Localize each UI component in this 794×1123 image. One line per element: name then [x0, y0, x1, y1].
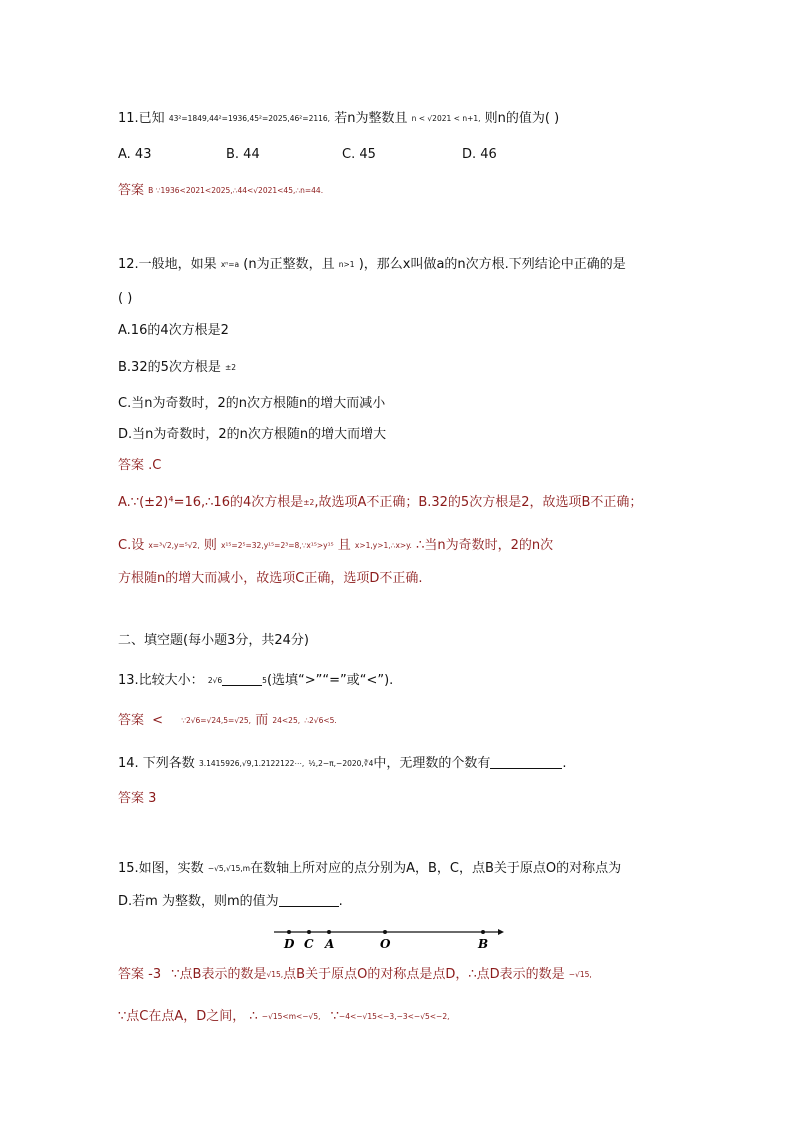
q12-exp-c-formula: x=³√2,y=⁵√2, — [148, 541, 200, 550]
q12-exp-a2: ,故选项A不正确；B.32的5次方根是2，故选项B不正确； — [314, 495, 643, 510]
q14-suffix: 中，无理数的个数有 — [373, 756, 491, 771]
q12-exp-c-formula2: x¹⁵=2⁵=32,y¹⁵=2³=8,∵x¹⁵>y¹⁵ — [220, 541, 334, 550]
q15-line2: D.若m 为整数，则m的值为 — [118, 894, 279, 909]
number-line-arrow — [498, 929, 504, 935]
q12-exp-c4: ∴当n为奇数时，2的n次 — [416, 538, 554, 553]
q12-exp-a1: A.∵(±2)⁴=16,∴16的4次方根是 — [118, 495, 304, 510]
q15-formula: −√5,√15,m — [207, 864, 251, 873]
label-c: C — [304, 937, 314, 951]
q15-answer2: ∵点C在点A，D之间， ∴ — [118, 1009, 258, 1024]
q12-option-b-value: ±2 — [225, 363, 237, 372]
q14-list: 3.1415926,√9,1.2122122⋯, — [198, 759, 305, 768]
q11-formula: 43²=1849,44²=1936,45²=2025,46²=2116, — [168, 114, 331, 123]
q15-answer1c: −√15, — [568, 970, 592, 979]
q15-line2-end: . — [338, 894, 343, 909]
q15-answer2-formula: −√15<m<−√5, — [261, 1012, 321, 1021]
q14-answer-blank[interactable] — [490, 755, 562, 769]
q12-stem — [118, 256, 626, 274]
q12-suffix: )，那么x叫做a的n次方根.下列结论中正确的是 — [358, 257, 626, 272]
q13-answer-label: 答案 — [118, 713, 145, 728]
q13-answer-blank[interactable] — [222, 672, 262, 686]
q12-option-d: D.当n为奇数时，2的n次方根随n的增大而增大 — [118, 427, 387, 442]
q15-answer-blank[interactable] — [279, 893, 339, 907]
q13-prefix: 13.比较大小： — [118, 673, 204, 688]
q15-prefix: 15.如图，实数 — [118, 861, 204, 876]
q13-expr-right: 5 — [262, 676, 267, 685]
point-a — [327, 930, 331, 934]
label-d: D — [284, 937, 295, 951]
q11-option-d: D. 46 — [462, 147, 497, 162]
q11-answer-label: 答案 — [118, 183, 145, 198]
q15-answer-label: 答案 -3 — [118, 967, 162, 982]
q14-prefix: 14. 下列各数 — [118, 756, 195, 771]
q13-answer-symbol: < — [152, 713, 164, 728]
label-a: A — [325, 937, 335, 951]
q13-answer-exp: ∵2√6=√24,5=√25, — [181, 716, 252, 725]
q11-suffix: 则n的值为( ) — [484, 111, 560, 126]
q12-option-a: A.16的4次方根是2 — [118, 323, 229, 338]
q13-expr-left: 2√6 — [207, 676, 223, 685]
q12-option-b — [118, 359, 236, 377]
q13-stem — [118, 672, 393, 690]
q13-suffix: (选填“>”“=”或“<”). — [266, 673, 394, 688]
q14-answer: 答案 3 — [118, 791, 157, 806]
q12-cond: xⁿ=a — [220, 260, 240, 269]
q11-prefix: 11.已知 — [118, 111, 165, 126]
q12-explanation-a — [118, 494, 642, 512]
point-c — [307, 930, 311, 934]
q12-exp-c1: C.设 — [118, 538, 145, 553]
point-b — [481, 930, 485, 934]
q12-prefix: 12.一般地，如果 — [118, 257, 217, 272]
q12-paren: ( ) — [118, 291, 133, 306]
q12-answer: 答案 .C — [118, 458, 162, 473]
q15-answer1b: 点B关于原点O的对称点是点D，∴点D表示的数是 — [283, 967, 565, 982]
point-o — [383, 930, 387, 934]
label-o: O — [380, 937, 391, 951]
q12-explanation-c — [118, 537, 553, 555]
q14-end: . — [562, 756, 567, 771]
q13-answer-exp4: ∴2√6<5. — [304, 716, 337, 725]
section-title: 二、填空题(每小题3分，共24分) — [118, 633, 309, 648]
q12-exp-c-formula3: x>1,y>1,∴x>y. — [354, 541, 412, 550]
q15-answer1-formula: √15, — [266, 970, 284, 979]
q12-explanation-c-cont: 方根随n的增大而减小，故选项C正确，选项D不正确. — [118, 571, 423, 586]
q12-exp-c2: 则 — [203, 538, 217, 553]
q15-suffix: 在数轴上所对应的点分别为A，B，C，点B关于原点O的对称点为 — [250, 861, 622, 876]
q15-answer-line2 — [118, 1008, 450, 1026]
q12-exp-c3: 且 — [337, 538, 351, 553]
q11-option-c: C. 45 — [342, 147, 376, 162]
number-line — [272, 922, 508, 952]
q12-mid: (n为正整数，且 — [243, 257, 335, 272]
q11-option-a: A. 43 — [118, 147, 152, 162]
q12-option-c: C.当n为奇数时，2的n次方根随n的增大而减小 — [118, 396, 386, 411]
q11-mid: 若n为整数且 — [334, 111, 408, 126]
q14-stem — [118, 755, 567, 773]
q15-answer2b: ∵ — [330, 1009, 339, 1024]
q13-answer-exp2: 而 — [255, 713, 269, 728]
q15-answer2-formula2: −4<−√15<−3,−3<−√5<−2, — [338, 1012, 450, 1021]
q12-cond2: n>1 — [338, 260, 355, 269]
q11-stem — [118, 110, 559, 128]
q15-answer — [118, 966, 592, 984]
q15-stem — [118, 860, 621, 878]
label-b: B — [478, 937, 489, 951]
q11-answer — [118, 182, 323, 200]
q13-answer-exp3: 24<25, — [272, 716, 301, 725]
q12-option-b-text: B.32的5次方根是 — [118, 360, 221, 375]
q13-answer — [118, 712, 337, 730]
q11-answer-text: B ∵1936<2021<2025,∴44<√2021<45,∴n=44. — [148, 186, 324, 195]
q15-answer1: ∵点B表示的数是 — [171, 967, 267, 982]
q11-ineq: n < √2021 < n+1, — [411, 114, 481, 123]
q12-exp-a-val: ±2 — [303, 498, 315, 507]
point-d — [287, 930, 291, 934]
q11-option-b: B. 44 — [226, 147, 260, 162]
q15-stem-line2 — [118, 893, 343, 911]
q14-list2: ½,2−π,−2020,∛4 — [308, 759, 374, 768]
